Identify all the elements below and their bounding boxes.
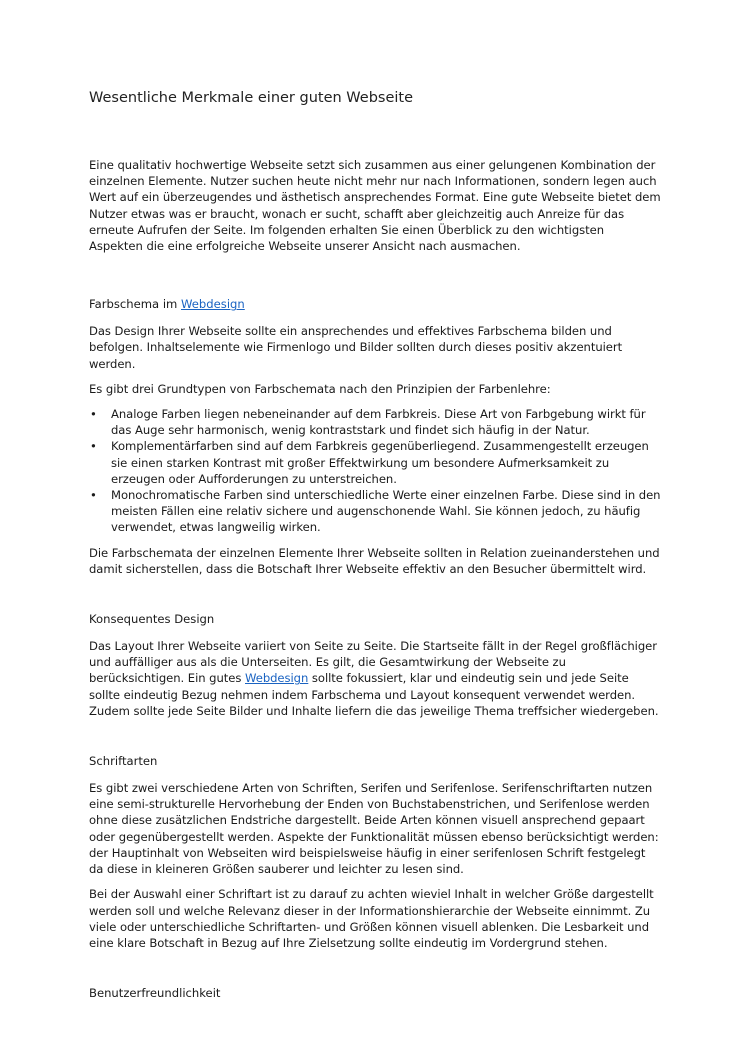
list-item bbox=[89, 487, 661, 536]
section-heading-farbschema bbox=[89, 296, 661, 312]
farbschema-bullet-list bbox=[89, 406, 661, 536]
paragraph-text: sollte fokussiert, klar und eindeutig sein und jede Seite sollte eindeutig Bezug nehmen indem Farbschema und Layout konsequent verwendet werden. Zudem sollte jede Seite Bilder und Inhalte liefern die das jeweilige Thema treffsicher wiedergeben. bbox=[89, 671, 659, 718]
section-heading-benutzerfreundlichkeit: Benutzerfreundlichkeit bbox=[89, 986, 221, 1001]
document-page bbox=[89, 88, 661, 1012]
list-item bbox=[89, 406, 661, 438]
bullet-icon: • bbox=[90, 488, 97, 503]
farbschema-paragraph-1: Das Design Ihrer Webseite sollte ein ansprechendes und effektives Farbschema bilden und befolgen. Inhaltselemente wie Firmenlogo und Bilder sollten durch dieses positiv akzentuiert werden. bbox=[89, 324, 623, 371]
list-item bbox=[89, 438, 661, 487]
section-heading-schriftarten: Schriftarten bbox=[89, 754, 158, 769]
list-item-text: Komplementärfarben sind auf dem Farbkreis gegenüberliegend. Zusammengestellt erzeugen sie einen starken Kontrast mit großer Effektwirkung um besondere Aufmerksamkeit zu erzeugen oder Aufforderungen zu unterstreichen. bbox=[111, 439, 649, 486]
paragraph-text: Das Layout Ihrer Webseite variiert von Seite zu Seite. Die Startseite fällt in der Regel großflächiger und auffälliger aus als die Unterseiten. Es gilt, die Gesamtwirkung der Webseite zu berücksichtigen. Ein gutes bbox=[89, 639, 657, 686]
farbschema-paragraph-2: Es gibt drei Grundtypen von Farbschemata nach den Prinzipien der Farbenlehre: bbox=[89, 381, 551, 396]
list-item-text: Analoge Farben liegen nebeneinander auf dem Farbkreis. Diese Art von Farbgebung wirkt für das Auge sehr harmonisch, wenig kontraststark und findet sich häufig in der Natur. bbox=[111, 407, 646, 438]
farbschema-paragraph-3: Die Farbschemata der einzelnen Elemente Ihrer Webseite sollten in Relation zueinanderstehen und damit sicherstellen, dass die Botschaft Ihrer Webseite effektiv an den Besucher übermittelt wird. bbox=[89, 545, 660, 576]
webdesign-link[interactable]: Webdesign bbox=[181, 297, 245, 312]
intro-paragraph: Eine qualitativ hochwertige Webseite setzt sich zusammen aus einer gelungenen Kombination der einzelnen Elemente. Nutzer suchen heute nicht mehr nur nach Informationen, sondern legen auch Wert auf ein überzeugendes und ästhetisch ansprechendes Format. Eine gute Webseite bietet dem Nutzer etwas was er braucht, wonach er sucht, schafft aber gleichzeitig auch Anreize für das erneute Aufrufen der Seite. Im folgenden erhalten Sie einen Überblick zu den wichtigsten Aspekten die eine erfolgreiche Webseite unserer Ansicht nach ausmachen. bbox=[89, 158, 661, 254]
schriftarten-paragraph-2: Bei der Auswahl einer Schriftart ist zu darauf zu achten wieviel Inhalt in welcher Größe dargestellt werden soll und welche Relevanz dieser in der Informationshierarchie der Webseite einnimmt. Zu viele oder unterschiedliche Schriftarten- und Größen können visuell ablenken. Die Lesbarkeit und eine klare Botschaft in Bezug auf Ihre Zielsetzung sollte eindeutig im Vordergrund stehen. bbox=[89, 887, 654, 950]
heading-text: Farbschema im bbox=[89, 297, 182, 312]
konsequent-paragraph-1 bbox=[89, 638, 661, 719]
document-title: Wesentliche Merkmale einer guten Webseite bbox=[89, 90, 414, 106]
webdesign-link[interactable]: Webdesign bbox=[245, 671, 309, 686]
bullet-icon: • bbox=[90, 407, 97, 422]
section-heading-konsequent: Konsequentes Design bbox=[89, 612, 215, 627]
bullet-icon: • bbox=[90, 439, 97, 454]
list-item-text: Monochromatische Farben sind unterschiedliche Werte einer einzelnen Farbe. Diese sind in den meisten Fällen eine relativ sichere und augenschonende Wahl. Sie können jedoch, zu häufig verwendet, etwas langweilig wirken. bbox=[111, 488, 661, 535]
schriftarten-paragraph-1: Es gibt zwei verschiedene Arten von Schriften, Serifen und Serifenlose. Serifenschriftarten nutzen eine semi-strukturelle Hervorhebung der Enden von Buchstabenstrichen, und Serifenlose werden ohne diese zusätzlichen Endstriche dargestellt. Beide Arten können visuell ansprechend gepaart oder gegenübergestellt werden. Aspekte der Funktionalität müssen ebenso berücksichtigt werden: der Hauptinhalt von Webseiten wird beispielsweise häufig in einer serifenlosen Schrift festgelegt da diese in kleineren Größen sauberer und leichter zu lesen sind. bbox=[89, 781, 659, 877]
